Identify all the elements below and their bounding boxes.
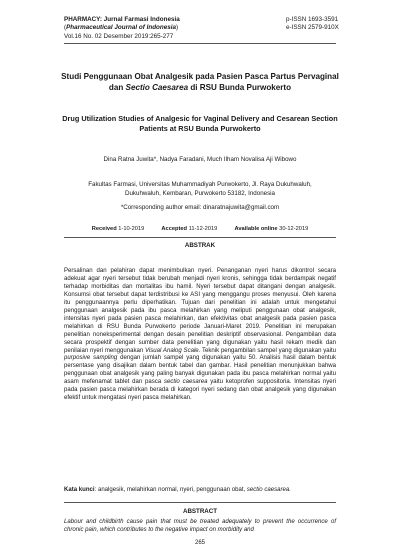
accepted-date: 11-12-2019 (188, 226, 218, 232)
header-rule (64, 43, 336, 44)
abstrak-top-rule (64, 237, 336, 238)
title-english (60, 114, 340, 134)
abstract-top-rule (64, 502, 336, 503)
title-en-line2: Patients at RSU Bunda Purwokerto (139, 124, 261, 133)
journal-name: PHARMACY: Jurnal Farmasi Indonesia (64, 16, 180, 23)
abstract-heading: ABSTRACT (182, 508, 218, 515)
keywords: Kata kunci: analgesik, melahirkan normal, nyeri, penggunaan obat, sectio caesarea. (64, 487, 291, 493)
journal-header-right (286, 16, 339, 33)
pissn: p-ISSN 1693-3591 (286, 16, 339, 23)
accepted-label: Accepted (161, 226, 188, 232)
abstrak-body: Persalinan dan pelahiran dapat menimbulkan nyeri. Penanganan nyeri harus dikontrol secara adekuat agar nyeri tersebut tidak berubah menjadi nyeri kronis, sehingga tidak berdampak negatif terhadap morbiditas dan mortalitas ibu hamil. Nyeri tersebut dapat ditangani dengan analgesik. Konsumsi obat tersebut dapat terdistribusi ke ASI yang menggangu proses menyusui. Oleh karena itu penggunaannya perlu diperhatikan. Tujuan dari penelitian ini adalah untuk mengetahui penggunaan analgesik pada ibu pasca melahirkan yang meliputi penggunaan obat analgesik, intensitas nyeri pada pasien pasca melahirkan, dan efektivitas obat analgesik pada pasien pasca melahirkan di RSU Bunda Purwokerto periode Januari-Maret 2019. Penelitian ini merupakan penelitian noneksperimental dengan desain penelitian deskriptif observasional. Pengambilan data secara prospektif dengan sumber data penelitian yang digunakan yaitu hasil rekam medik dan penilaian nyeri menggunakan Visual Analog Scale. Teknik pengambilan sampel yang digunakan yaitu purposive sampling dengan jumlah sampel yang digunakan yaitu 50. Analisis hasil dalam bentuk persentase yang disajikan dalam bentuk tabel dan gambar. Hasil penelitian menunjukkan bahwa penggunaan obat analgesik yang paling banyak digunakan pada ibu pasca melahirkan normal yaitu asam mefenamat tablet dan pasca sectio caesarea yaitu ketoprofen suppositoria. Intensitas nyeri pada pasien pasca melahirkan berada di kategori nyeri sedang dan obat analgesik yang digunakan efektif untuk mengatasi nyeri pasca melahirkan. (64, 268, 337, 402)
affiliation: Fakultas Farmasi, Universitas Muhammadiyah Purwokerto, Jl. Raya Dukuhwaluh, Dukuhwaluh, Kembaran, Purwokerto 53182, Indonesia (88, 181, 312, 197)
eissn: e-ISSN 2579-910X (286, 24, 339, 32)
title-indonesian (60, 72, 340, 93)
journal-subname: Pharmaceutical Journal of Indonesia (66, 24, 176, 32)
author-list: Dina Ratna Juwita*, Nadya Faradani, Much Ilham Novalisa Aji Wibowo (103, 156, 297, 163)
title-id-line1: Studi Penggunaan Obat Analgesik pada Pasien Pasca Partus Pervaginal (61, 72, 339, 81)
corresponding-email: *Corresponding author email: dinaratnajuwita@gmail.com (120, 204, 280, 211)
page-number: 265 (194, 540, 205, 546)
volume-info: Vol.16 No. 02 Desember 2019:265-277 (64, 32, 174, 40)
online-label: Available online (234, 226, 278, 232)
article-dates (40, 226, 360, 232)
journal-header-left (64, 16, 180, 41)
received-date: 1-10-2019 (118, 226, 145, 232)
title-en-line1: Drug Utilization Studies of Analgesic for Vaginal Delivery and Cesarean Section (62, 114, 338, 123)
keywords-label: Kata kunci (64, 487, 95, 493)
abstract-english-body: Labour and childbirth cause pain that must be treated adequately to prevent the occurrence of chronic pain, which contributes to the negative impact on morbidity and (64, 519, 336, 533)
journal-subname-line: (Pharmaceutical Journal of Indonesia) (64, 24, 179, 32)
online-date: 30-12-2019 (279, 226, 309, 232)
title-id-line2: dan Sectio Caesarea di RSU Bunda Purwokerto (108, 82, 292, 92)
received-label: Received (91, 226, 117, 232)
abstrak-heading: ABSTRAK (184, 242, 216, 249)
